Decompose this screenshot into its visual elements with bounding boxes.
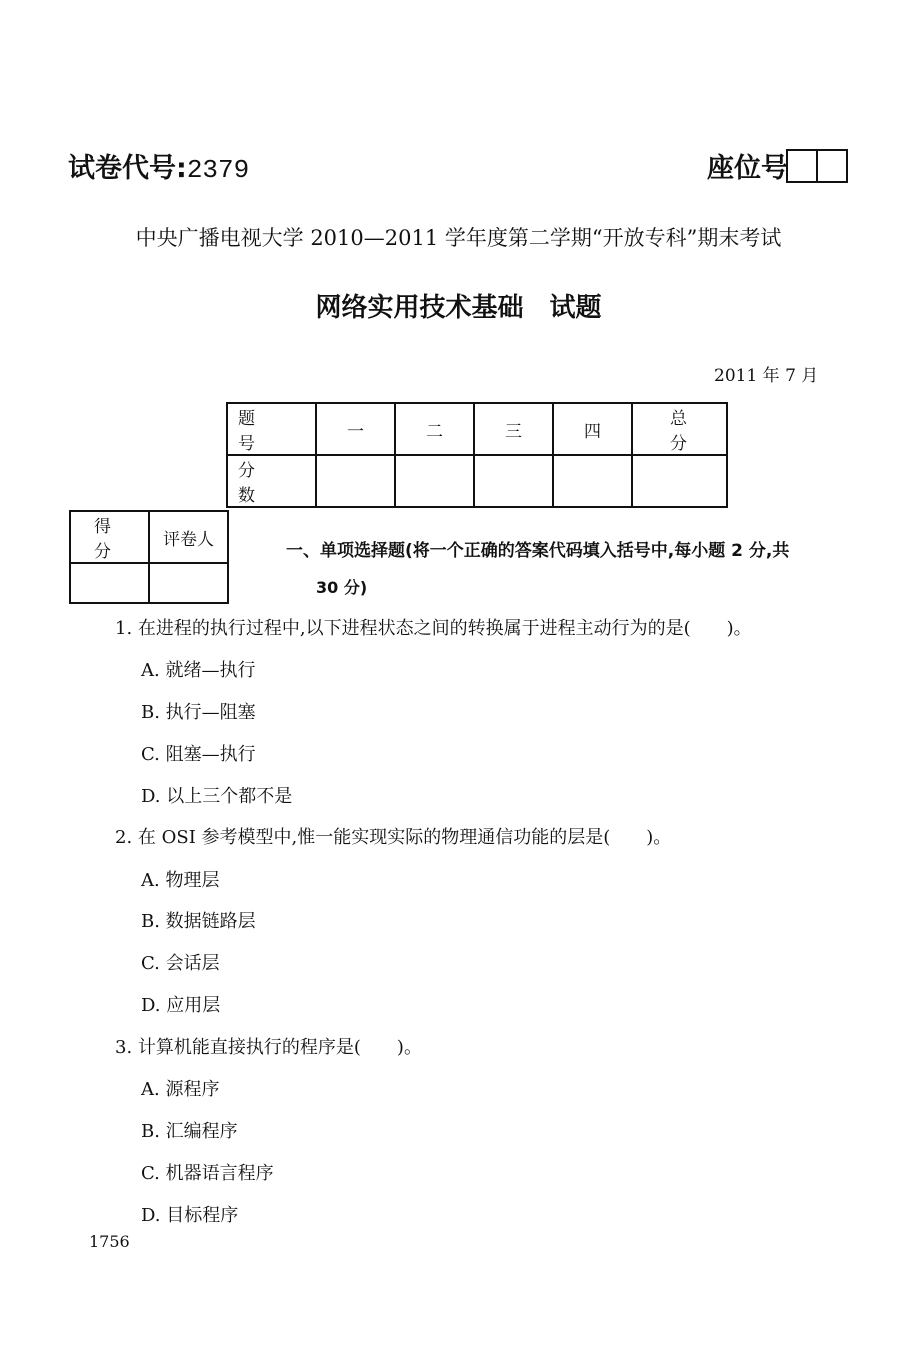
question-1-stem: 1. 在进程的执行过程中,以下进程状态之间的转换属于进程主动行为的是( )。 (115, 618, 752, 639)
score-table-value-row (227, 455, 727, 507)
score-cell-3[interactable] (474, 455, 553, 507)
exam-header: 中央广播电视大学 2010—2011 学年度第二学期“开放专科”期末考试 (135, 226, 782, 250)
score-header-col-2: 二 (395, 403, 474, 455)
score-cell-total[interactable] (632, 455, 727, 507)
score-header-col-3: 三 (474, 403, 553, 455)
question-3-option-d: D. 目标程序 (141, 1205, 239, 1226)
section-1-title-cont: 30 分) (316, 578, 368, 597)
grader-name-cell[interactable] (149, 563, 228, 603)
score-cell-1[interactable] (316, 455, 395, 507)
score-header-col-1: 一 (316, 403, 395, 455)
seat-number (707, 146, 848, 185)
exam-date: 2011 年 7 月 (714, 366, 819, 386)
question-3-option-a: A. 源程序 (141, 1079, 220, 1100)
seat-label: 座位号 (707, 153, 788, 184)
question-2-option-c: C. 会话层 (141, 953, 220, 974)
grader-label: 评卷人 (149, 511, 228, 563)
question-3-stem: 3. 计算机能直接执行的程序是( )。 (115, 1037, 422, 1058)
question-1-option-a: A. 就绪—执行 (141, 660, 256, 681)
grader-score-cell[interactable] (70, 563, 149, 603)
score-header-label: 题 号 (227, 403, 316, 455)
score-row-label: 分 数 (227, 455, 316, 507)
score-header-col-4: 四 (553, 403, 632, 455)
grader-table-value-row (70, 563, 228, 603)
section-1-title: 一、单项选择题(将一个正确的答案代码填入括号中,每小题 2 分,共 (286, 541, 790, 561)
score-cell-4[interactable] (553, 455, 632, 507)
grader-table-header-row (70, 511, 228, 563)
grader-table (69, 510, 229, 604)
grader-score-label: 得 分 (70, 511, 149, 563)
score-table-header-row (227, 403, 727, 455)
score-header-total: 总 分 (632, 403, 727, 455)
paper-code (68, 146, 249, 185)
question-1-option-c: C. 阻塞—执行 (141, 744, 256, 765)
question-2-option-b: B. 数据链路层 (141, 911, 256, 932)
seat-box-1[interactable] (786, 149, 818, 183)
page-number: 1756 (89, 1232, 130, 1251)
paper-code-number: 2379 (186, 155, 250, 185)
question-2-stem: 2. 在 OSI 参考模型中,惟一能实现实际的物理通信功能的层是( )。 (115, 827, 672, 848)
question-1-option-b: B. 执行—阻塞 (141, 702, 256, 723)
question-2-option-a: A. 物理层 (141, 870, 220, 891)
question-3-option-c: C. 机器语言程序 (141, 1163, 274, 1184)
question-1-option-d: D. 以上三个都不是 (141, 786, 293, 807)
score-table (226, 402, 728, 508)
question-2-option-d: D. 应用层 (141, 995, 221, 1016)
question-3-option-b: B. 汇编程序 (141, 1121, 238, 1142)
paper-code-label: 试卷代号: (68, 153, 187, 184)
exam-title: 网络实用技术基础 试题 (315, 293, 602, 323)
score-cell-2[interactable] (395, 455, 474, 507)
seat-box-2[interactable] (816, 149, 848, 183)
